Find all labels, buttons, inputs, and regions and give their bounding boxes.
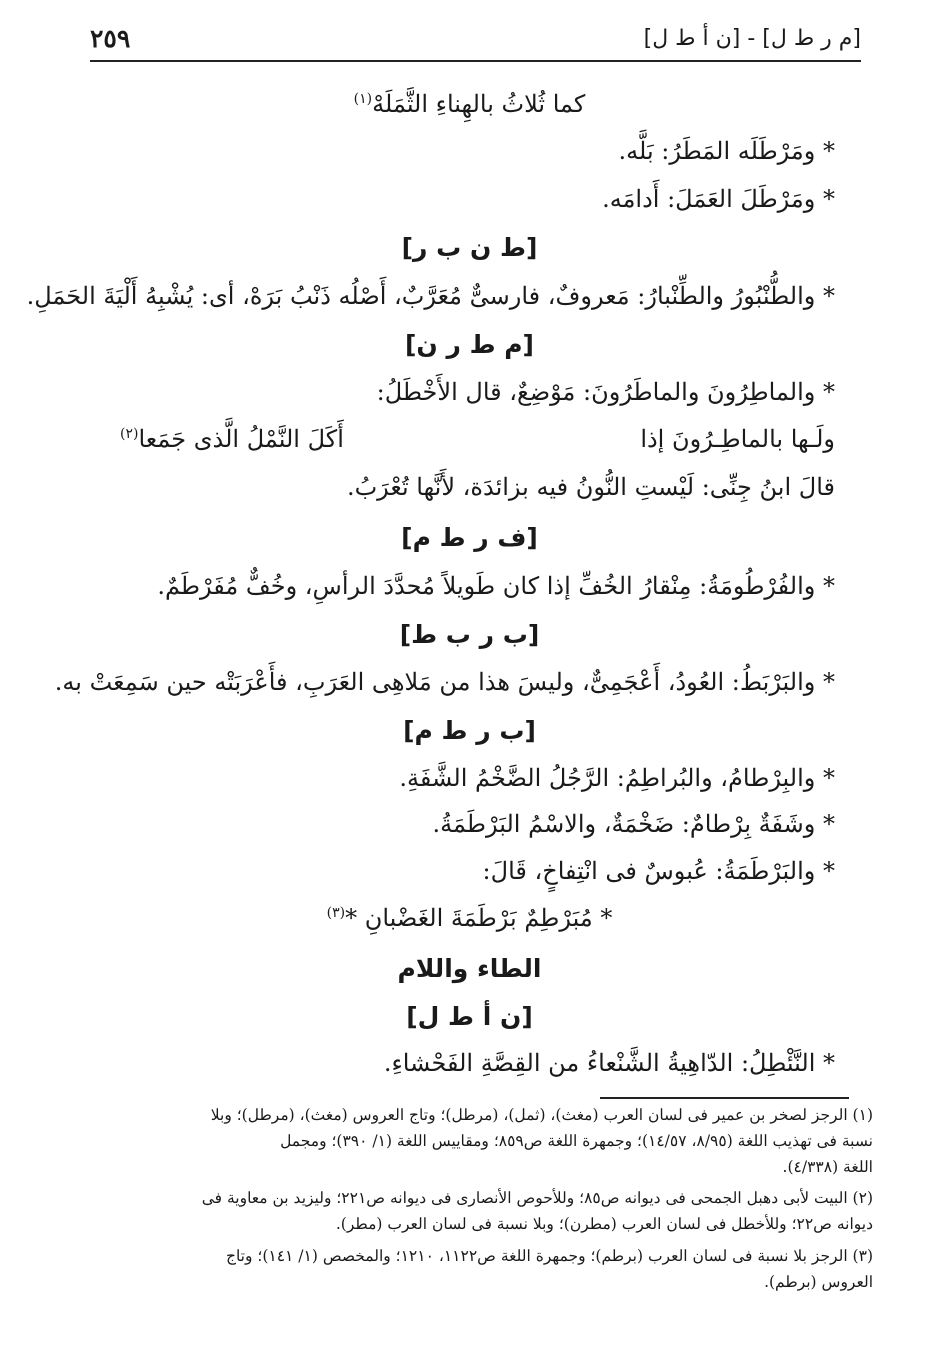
root-heading: [م ط ر ن] [405,330,534,359]
root-heading: [ب ر ب ط] [399,620,540,649]
footnote-ref: (١) [353,91,373,107]
page-number: ٢٥٩ [90,24,131,53]
footnote-line: ديوانه ص٢٢؛ وللأخطل فى لسان العرب (مطرن)؛ وبلا نسبة فى لسان العرب (مطر). [335,1215,873,1233]
root-heading: [ن أ ط ل] [406,1002,533,1031]
footnote-ref: (٢) [120,426,139,442]
entry-line: * والبِرْطامُ، والبُراطِمُ: الرَّجُلُ الضَّخْمُ الشَّفَةِ. [399,764,835,792]
verse-line [120,425,835,453]
entry-line: قالَ ابنُ جِنِّى: لَيْستِ النُّونُ فيه بزائدَة، لأَنَّها تُعْرَبُ. [346,473,835,501]
verse-text: * مُبَرْطِمٌ بَرْطَمَةَ الغَضْبانِ * [345,904,613,932]
running-title: [م ر ط ل] - [ن أ ط ل] [643,26,861,51]
root-heading: [ب ر ط م] [403,716,536,745]
verse-line [0,904,939,932]
footnote-line: (٢) البيت لأبى دهبل الجمحى فى ديوانه ص٨٥؛ وللأحوص الأنصارى فى ديوانه ص٢٢١؛ وليزيد بن معاوية فى [201,1189,873,1207]
entry-line: * والطُّنْبُورُ والطِّنْبارُ: مَعروفٌ، فارسىٌّ مُعَرَّبٌ، أَصْلُه ذَنْبُ بَرَهْ، أى: يُشْبِهُ أَلْيَةَ الحَمَلِ. [26,282,835,310]
footnote [104,1243,873,1295]
entry-line: * النَّئْطِلُ: الدّاهِيةُ الشَّنْعاءُ من القِصَّةِ الفَحْشاءِ. [383,1049,835,1077]
page-header [90,20,861,60]
entry-line: * والبَرْبَطُ: العُودُ، أَعْجَمِىٌّ، وليسَ هذا من مَلاهِى العَرَبِ، فأَعْرَبَتْه حين سَمِعَتْ به. [54,668,835,696]
section-heading: الطاء واللام [397,954,542,983]
entry-line: * والفُرْطُومَةُ: مِنْقارُ الخُفِّ إذا كان طَويلاً مُحدَّدَ الرأسِ، وخُفٌّ مُفَرْطَمٌ. [157,572,835,600]
footnote-line: اللغة (٤/٣٣٨). [782,1158,873,1176]
footnote-line: نسبة فى تهذيب اللغة (٨/٩٥، ١٤/٥٧)؛ وجمهرة اللغة ص٨٥٩؛ ومقاييس اللغة (١/ ٣٩٠)؛ ومجمل [280,1132,873,1150]
entry-line: * وشَفَةٌ بِرْطامٌ: ضَخْمَةٌ، والاسْمُ البَرْطَمَةُ. [432,810,835,838]
footnote-line: (١) الرجز لصخر بن عمير فى لسان العرب (مغث)، (ثمل)، (مرطل)؛ وتاج العروس (مغث)، (مرطل)؛ وبلا [210,1106,873,1124]
header-rule [90,60,861,62]
entry-line: * والماطِرُونَ والماطَرُونَ: مَوْضِعٌ، قال الأَخْطَلُ: [376,378,835,406]
verse-hemistich-first: ولَـها بالماطِـرُونَ إذا [640,425,835,453]
root-heading: [ف ر ط م] [401,523,538,552]
footnote [104,1102,873,1180]
verse-hemistich-text: أَكَلَ النَّمْلُ الَّذى جَمَعا [138,425,344,453]
entry-line: * ومَرْطَلَ العَمَلَ: أَدامَه. [602,185,835,213]
verse-line [0,90,939,118]
verse-text: كما ثُلاثُ بالهِناءِ الثَّمَلَهْ [372,90,586,118]
entry-line: * والبَرْطَمَةُ: عُبوسٌ فى انْتِفاخٍ، قَالَ: [482,857,835,885]
footnote-line: (٣) الرجز بلا نسبة فى لسان العرب (برطم)؛ وجمهرة اللغة ص١١٢٢، ١٢١٠؛ والمخصص (١/ ١٤١)؛ وتاج [225,1247,873,1265]
footnote [104,1185,873,1237]
footnote-rule [600,1097,849,1099]
footnote-ref: (٣) [326,905,346,921]
entry-line: * ومَرْطَلَه المَطَرُ: بَلَّه. [618,137,835,165]
footnote-line: العروس (برطم). [764,1273,873,1291]
root-heading: [ط ن ب ر] [401,233,538,262]
verse-hemistich-second [120,425,344,453]
